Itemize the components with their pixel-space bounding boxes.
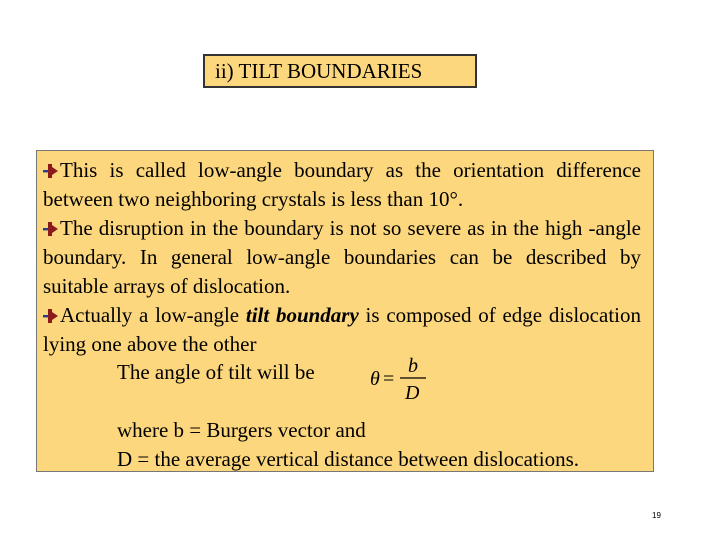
- bullet-text-3b: is composed of edge dislocation lying one above the other: [43, 303, 641, 356]
- formula-denominator: D: [405, 382, 420, 404]
- angle-of-tilt-line: The angle of tilt will be: [117, 360, 315, 384]
- formula-equals: =: [383, 368, 395, 390]
- bullet-text-2: The disruption in the boundary is not so severe as in the high -angle boundary. In general low-angle boundaries can be described by suitable arrays of dislocation.: [43, 216, 641, 298]
- arrow-bullet-icon: [43, 309, 59, 323]
- arrow-bullet-icon: [43, 164, 59, 178]
- content-box: [36, 150, 654, 472]
- slide-title: ii) TILT BOUNDARIES: [215, 59, 423, 83]
- bullet-paragraph-1: [43, 156, 641, 214]
- page-number: 19: [652, 511, 661, 520]
- bullet-paragraph-2: [43, 214, 641, 301]
- bullet-paragraph-3: [43, 301, 641, 359]
- arrow-bullet-icon: [43, 222, 59, 236]
- formula-numerator: b: [408, 355, 418, 377]
- tilt-angle-formula: [370, 352, 430, 404]
- tilt-boundary-emphasis: tilt boundary: [245, 303, 359, 327]
- bullet-text-3a: Actually a low-angle: [60, 303, 246, 327]
- formula-theta: θ: [370, 368, 380, 390]
- where-line: where b = Burgers vector and: [117, 418, 366, 442]
- d-definition-line: D = the average vertical distance between dislocations.: [117, 447, 579, 471]
- slide-title-box: [203, 54, 477, 88]
- bullet-text-1: This is called low-angle boundary as the orientation difference between two neighboring crystals is less than 10°.: [43, 158, 641, 211]
